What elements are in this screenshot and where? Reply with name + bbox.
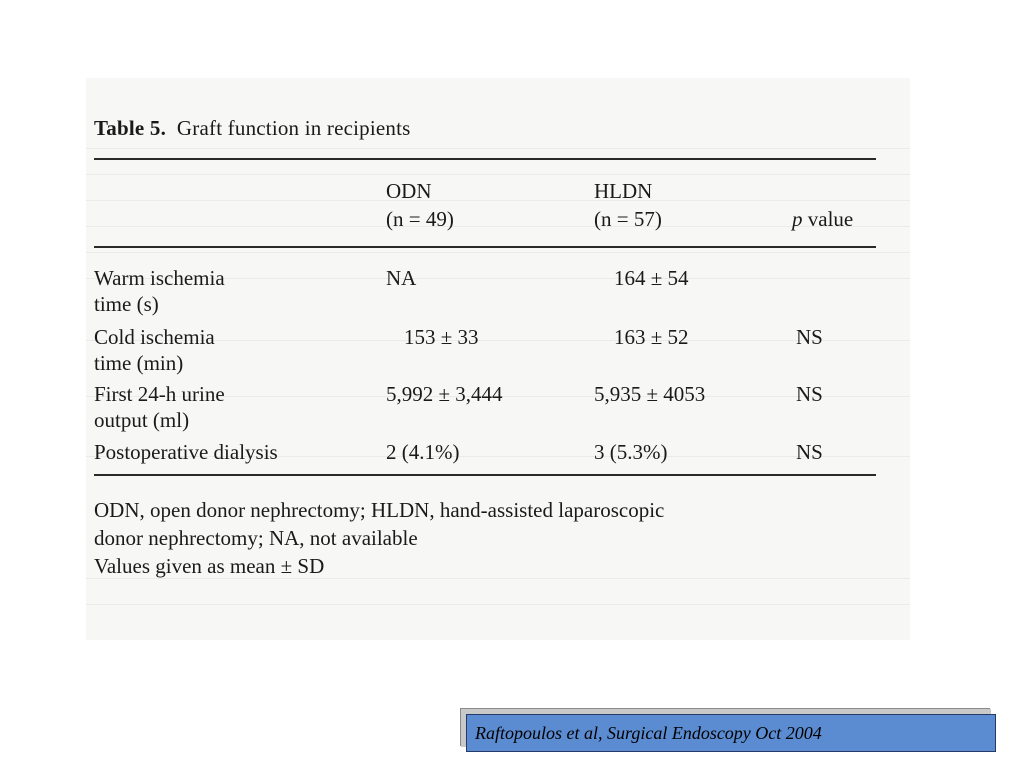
table-title	[94, 116, 411, 141]
header-hldn-n: (n = 57)	[594, 207, 662, 231]
table-caption: Graft function in recipients	[176, 116, 411, 140]
table-footnote: ODN, open donor nephrectomy; HLDN, hand-assisted laparoscopic	[94, 498, 665, 522]
cell-odn: 5,992 ± 3,444	[386, 382, 503, 406]
row-label: time (min)	[94, 351, 184, 375]
table-footnote: donor nephrectomy; NA, not available	[94, 526, 418, 550]
cell-odn: 153 ± 33	[404, 325, 479, 349]
row-label: time (s)	[94, 292, 159, 316]
cell-odn: 2 (4.1%)	[386, 440, 460, 464]
cell-hldn: 163 ± 52	[614, 325, 689, 349]
cell-hldn: 3 (5.3%)	[594, 440, 668, 464]
header-value: value	[807, 207, 854, 231]
header-odn-n: (n = 49)	[386, 207, 454, 231]
header-p: p	[792, 207, 803, 231]
row-label: output (ml)	[94, 408, 190, 432]
row-label: Cold ischemia	[94, 325, 215, 349]
top-rule	[94, 158, 876, 160]
row-label: First 24-h urine	[94, 382, 225, 406]
table-number: Table 5.	[94, 116, 167, 140]
cell-odn: NA	[386, 266, 417, 290]
cell-hldn: 164 ± 54	[614, 266, 689, 290]
cell-p: NS	[796, 440, 823, 464]
header-rule	[94, 246, 876, 248]
row-label: Warm ischemia	[94, 266, 225, 290]
header-hldn: HLDN	[594, 179, 653, 203]
citation-box	[466, 714, 996, 752]
citation-text: Raftopoulos et al, Surgical Endoscopy Oct 2004	[475, 723, 822, 743]
header-odn: ODN	[386, 179, 432, 203]
table-footnote: Values given as mean ± SD	[94, 554, 325, 578]
cell-hldn: 5,935 ± 4053	[594, 382, 706, 406]
bottom-rule	[94, 474, 876, 476]
header-p-value	[792, 206, 853, 232]
cell-p: NS	[796, 325, 823, 349]
cell-p: NS	[796, 382, 823, 406]
row-label: Postoperative dialysis	[94, 440, 278, 464]
